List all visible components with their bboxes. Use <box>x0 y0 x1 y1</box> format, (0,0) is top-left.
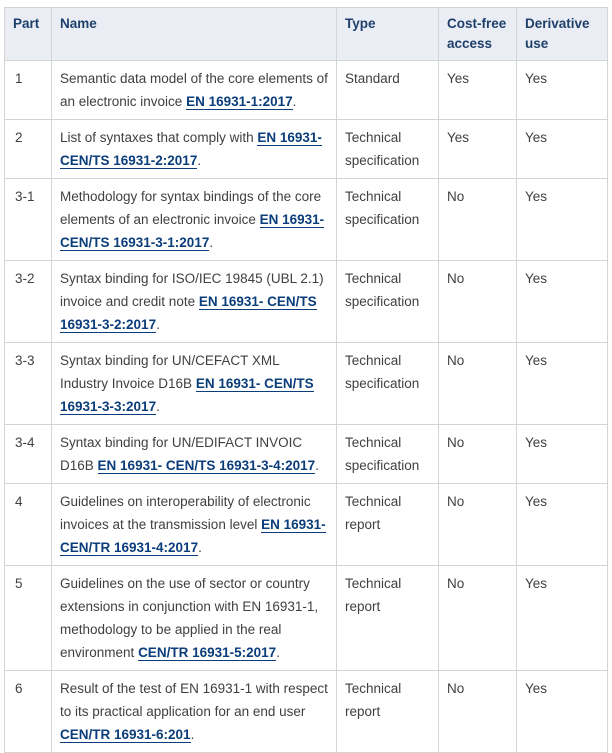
table-row <box>5 179 608 261</box>
standard-link[interactable]: CEN/TR 16931-6:201 <box>60 727 191 742</box>
standard-link[interactable]: EN 16931- CEN/TS 16931-3-4:2017 <box>97 458 316 473</box>
type-cell: Technical report <box>337 484 439 566</box>
name-cell <box>52 179 337 261</box>
name-text: Syntax binding for UN/CEFACT XML Industry Invoice D16B <box>60 353 280 391</box>
part-cell: 6 <box>5 671 52 753</box>
name-suffix: . <box>156 399 160 414</box>
standard-link[interactable]: EN 16931-CEN/TS 16931-3-1:2017 <box>60 212 325 250</box>
header-part: Part <box>5 8 52 61</box>
type-cell: Technical specification <box>337 179 439 261</box>
name-text: Syntax binding for ISO/IEC 19845 (UBL 2.1) invoice and credit note <box>60 271 324 309</box>
derivative-cell: Yes <box>517 179 608 261</box>
standard-link[interactable]: CEN/TR 16931-5:2017 <box>138 645 277 660</box>
name-suffix: . <box>198 540 202 555</box>
type-cell: Technical report <box>337 671 439 753</box>
name-suffix: . <box>276 645 280 660</box>
name-cell <box>52 425 337 484</box>
part-cell: 4 <box>5 484 52 566</box>
header-cost-free-access: Cost-free access <box>439 8 517 61</box>
table-row <box>5 120 608 179</box>
standard-link[interactable]: EN 16931- CEN/TS 16931-3-3:2017 <box>60 376 314 414</box>
header-name: Name <box>52 8 337 61</box>
type-cell: Technical report <box>337 566 439 671</box>
header-row <box>5 8 608 61</box>
name-text: List of syntaxes that comply with <box>60 130 254 145</box>
cost-free-cell: No <box>439 425 517 484</box>
name-cell <box>52 484 337 566</box>
type-cell: Standard <box>337 61 439 120</box>
part-cell: 3-3 <box>5 343 52 425</box>
standard-link[interactable]: EN 16931- CEN/TS 16931-3-2:2017 <box>60 294 317 332</box>
part-cell: 3-4 <box>5 425 52 484</box>
cost-free-cell: No <box>439 484 517 566</box>
derivative-cell: Yes <box>517 671 608 753</box>
name-cell <box>52 120 337 179</box>
type-cell: Technical specification <box>337 261 439 343</box>
type-cell: Technical specification <box>337 120 439 179</box>
header-derivative-use: Derivative use <box>517 8 608 61</box>
name-text: Guidelines on the use of sector or country extensions in conjunction with EN 16931-1, methodology to be applied in the real environment <box>60 576 319 660</box>
derivative-cell: Yes <box>517 61 608 120</box>
name-cell <box>52 671 337 753</box>
name-suffix: . <box>315 458 319 473</box>
cost-free-cell: Yes <box>439 61 517 120</box>
part-cell: 3-2 <box>5 261 52 343</box>
name-text: Guidelines on interoperability of electronic invoices at the transmission level <box>60 494 311 532</box>
table-row <box>5 425 608 484</box>
name-cell <box>52 343 337 425</box>
table-row <box>5 343 608 425</box>
standard-link[interactable]: EN 16931-1:2017 <box>186 94 293 109</box>
name-cell <box>52 61 337 120</box>
derivative-cell: Yes <box>517 343 608 425</box>
name-suffix: . <box>156 317 160 332</box>
cost-free-cell: No <box>439 566 517 671</box>
part-cell: 5 <box>5 566 52 671</box>
cost-free-cell: No <box>439 343 517 425</box>
derivative-cell: Yes <box>517 566 608 671</box>
part-cell: 2 <box>5 120 52 179</box>
cost-free-cell: Yes <box>439 120 517 179</box>
cost-free-cell: No <box>439 671 517 753</box>
en16931-parts-table <box>4 7 608 753</box>
name-text: Methodology for syntax bindings of the core elements of an electronic invoice <box>60 189 322 227</box>
name-suffix: . <box>197 153 202 168</box>
name-cell <box>52 566 337 671</box>
type-cell: Technical specification <box>337 425 439 484</box>
table-row <box>5 671 608 753</box>
name-text: Result of the test of EN 16931-1 with respect to its practical application for an end user <box>60 681 328 719</box>
name-text: Syntax binding for UN/EDIFACT INVOIC D16B <box>60 435 303 473</box>
derivative-cell: Yes <box>517 425 608 484</box>
name-suffix: . <box>209 235 214 250</box>
type-cell: Technical specification <box>337 343 439 425</box>
standard-link[interactable]: EN 16931-CEN/TS 16931-2:2017 <box>60 130 322 168</box>
name-suffix: . <box>190 727 195 742</box>
part-cell: 3-1 <box>5 179 52 261</box>
derivative-cell: Yes <box>517 261 608 343</box>
name-cell <box>52 261 337 343</box>
name-text: Semantic data model of the core elements of an electronic invoice <box>60 71 328 109</box>
table-row <box>5 566 608 671</box>
cost-free-cell: No <box>439 179 517 261</box>
header-type: Type <box>337 8 439 61</box>
part-cell: 1 <box>5 61 52 120</box>
table-row <box>5 484 608 566</box>
standard-link[interactable]: EN 16931-CEN/TR 16931-4:2017 <box>60 517 326 555</box>
table-row <box>5 261 608 343</box>
derivative-cell: Yes <box>517 484 608 566</box>
name-suffix: . <box>292 94 297 109</box>
derivative-cell: Yes <box>517 120 608 179</box>
cost-free-cell: No <box>439 261 517 343</box>
table-row <box>5 61 608 120</box>
